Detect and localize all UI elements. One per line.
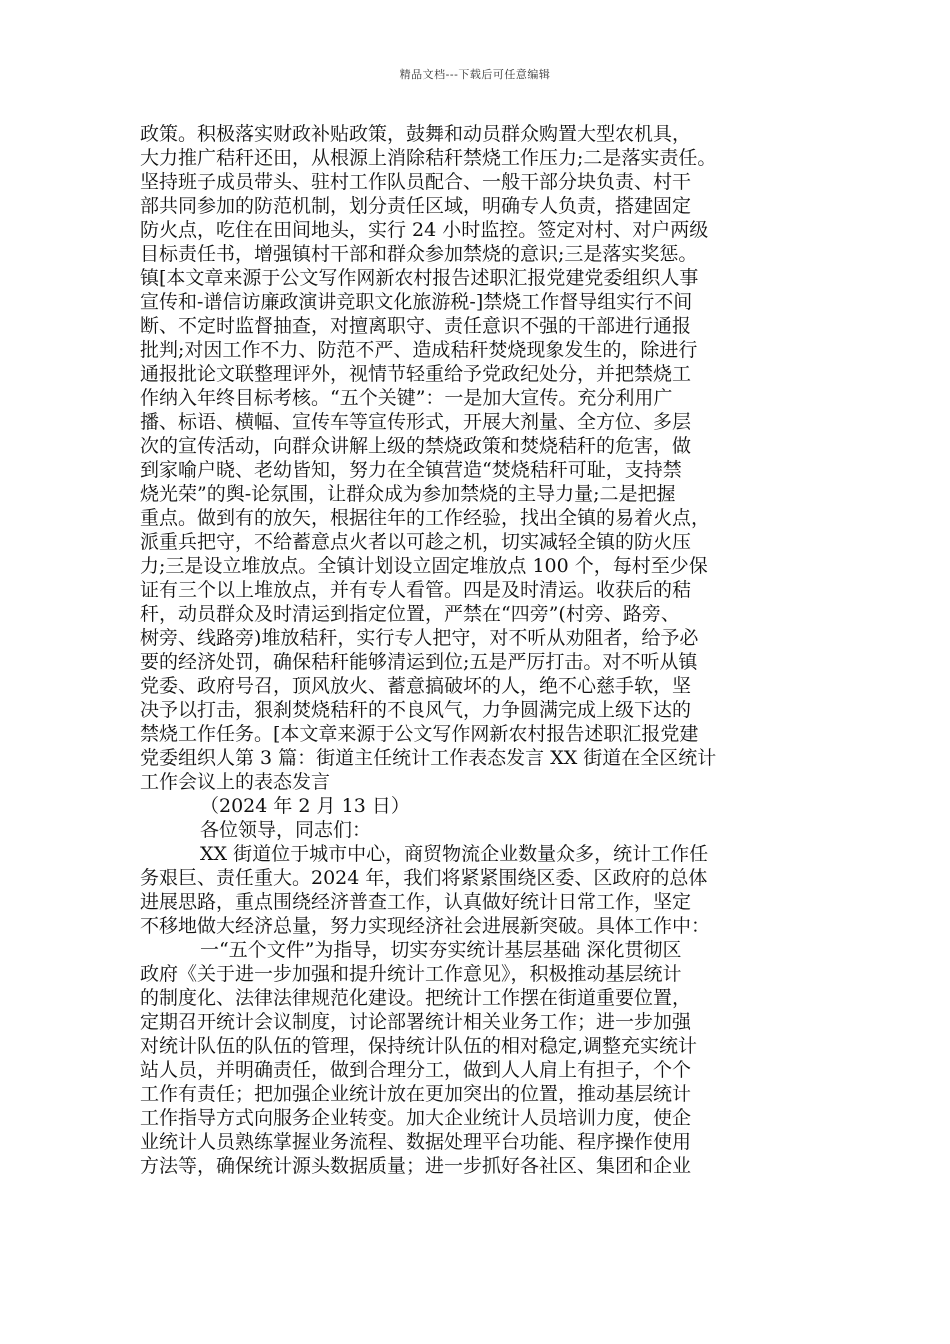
text-line: 派重兵把守，不给蓄意点火者以可趁之机，切实减轻全镇的防火压 [140,531,692,553]
text-line: 烧光荣”的舆-论氛围，让群众成为参加禁烧的主导力量;二是把握 [140,483,676,505]
text-line: 工作指导方式向服务企业转变。加大企业统计人员培训力度，使企 [140,1107,692,1129]
page-header: 精品文档---下载后可任意编辑 [399,68,551,81]
text-line: 方法等，确保统计源头数据质量；进一步抓好各社区、集团和企业 [140,1155,692,1177]
text-line: 各位领导，同志们： [200,819,372,841]
text-line: 批判;对因工作不力、防范不严、造成秸秆焚烧现象发生的，除进行 [140,339,698,361]
text-line: 树旁、线路旁)堆放秸秆，实行专人把守，对不听从劝阻者，给予必 [140,627,699,649]
text-line: 大力推广秸秆还田，从根源上消除秸秆禁烧工作压力;二是落实责任。 [140,147,717,169]
text-line: XX 街道位于城市中心，商贸物流企业数量众多，统计工作任 [200,843,709,865]
text-line: 的制度化、法律法律规范化建设。把统计工作摆在街道重要位置， [140,987,692,1009]
text-line: 播、标语、横幅、宣传车等宣传形式，开展大剂量、全方位、多层 [140,411,692,433]
text-line: 次的宣传活动，向群众讲解上级的禁烧政策和焚烧秸秆的危害，做 [140,435,692,457]
text-line: 业统计人员熟练掌握业务流程、数据处理平台功能、程序操作使用 [140,1131,692,1153]
text-line: 目标责任书，增强镇村干部和群众参加禁烧的意识;三是落实奖惩。 [140,243,698,265]
text-line: 政府《关于进一步加强和提升统计工作意见》，积极推动基层统计 [140,963,682,985]
text-line: 防火点，吃住在田间地头，实行 24 小时监控。签定对村、对户两级 [140,219,709,241]
text-line: 务艰巨、责任重大。2024 年，我们将紧紧围绕区委、区政府的总体 [140,867,708,889]
text-line: 定期召开统计会议制度，讨论部署统计相关业务工作；进一步加强 [140,1011,692,1033]
text-line: 党委组织人第 3 篇：街道主任统计工作表态发言 XX 街道在全区统计 [140,747,717,769]
text-line: 部共同参加的防范机制，划分责任区域，明确专人负责，搭建固定 [140,195,692,217]
text-line: 要的经济处罚，确保秸秆能够清运到位;五是严厉打击。对不听从镇 [140,651,698,673]
text-line: 禁烧工作任务。[本文章来源于公文写作网新农村报告述职汇报党建 [140,723,699,745]
text-line: 作纳入年终目标考核。“五个关键”：一是加大宣传。充分利用广 [140,387,673,409]
text-line: 工作有责任；把加强企业统计放在更加突出的位置，推动基层统计 [140,1083,692,1105]
document-body [140,122,830,1178]
text-line: 对统计队伍的队伍的管理，保持统计队伍的相对稳定,调整充实统计 [140,1035,698,1057]
text-line: 通报批论文联整理评外，视情节轻重给予党政纪处分，并把禁烧工 [140,363,692,385]
text-line: 断、不定时监督抽查，对擅离职守、责任意识不强的干部进行通报 [140,315,692,337]
text-line: 力;三是设立堆放点。全镇计划设立固定堆放点 100 个，每村至少保 [140,555,708,577]
text-line: 一“五个文件”为指导，切实夯实统计基层基础 深化贯彻区 [200,939,682,961]
text-line: 工作会议上的表态发言 [140,771,331,793]
text-line: （2024 年 2 月 13 日） [200,795,410,817]
text-line: 重点。做到有的放矢，根据往年的工作经验，找出全镇的易着火点， [140,507,711,529]
text-line: 秆，动员群众及时清运到指定位置，严禁在“四旁”(村旁、路旁、 [140,603,680,625]
text-line: 宣传和-谱信访廉政演讲竞职文化旅游税-]禁烧工作督导组实行不间 [140,291,693,313]
text-line: 证有三个以上堆放点，并有专人看管。四是及时清运。收获后的秸 [140,579,692,601]
text-line: 党委、政府号召，顶风放火、蓄意搞破坏的人，绝不心慈手软，坚 [140,675,692,697]
text-line: 不移地做大经济总量，努力实现经济社会进展新突破。具体工作中： [140,915,711,937]
text-line: 决予以打击，狠刹焚烧秸秆的不良风气，力争圆满完成上级下达的 [140,699,692,721]
text-line: 到家喻户晓、老幼皆知，努力在全镇营造“焚烧秸秆可耻，支持禁 [140,459,682,481]
text-line: 坚持班子成员带头、驻村工作队员配合、一般干部分块负责、村干 [140,171,692,193]
text-line: 站人员，并明确责任，做到合理分工，做到人人肩上有担子，个个 [140,1059,692,1081]
text-line: 镇[本文章来源于公文写作网新农村报告述职汇报党建党委组织人事 [140,267,699,289]
text-line: 进展思路，重点围绕经济普查工作，认真做好统计日常工作，坚定 [140,891,692,913]
text-line: 政策。积极落实财政补贴政策，鼓舞和动员群众购置大型农机具， [140,123,692,145]
